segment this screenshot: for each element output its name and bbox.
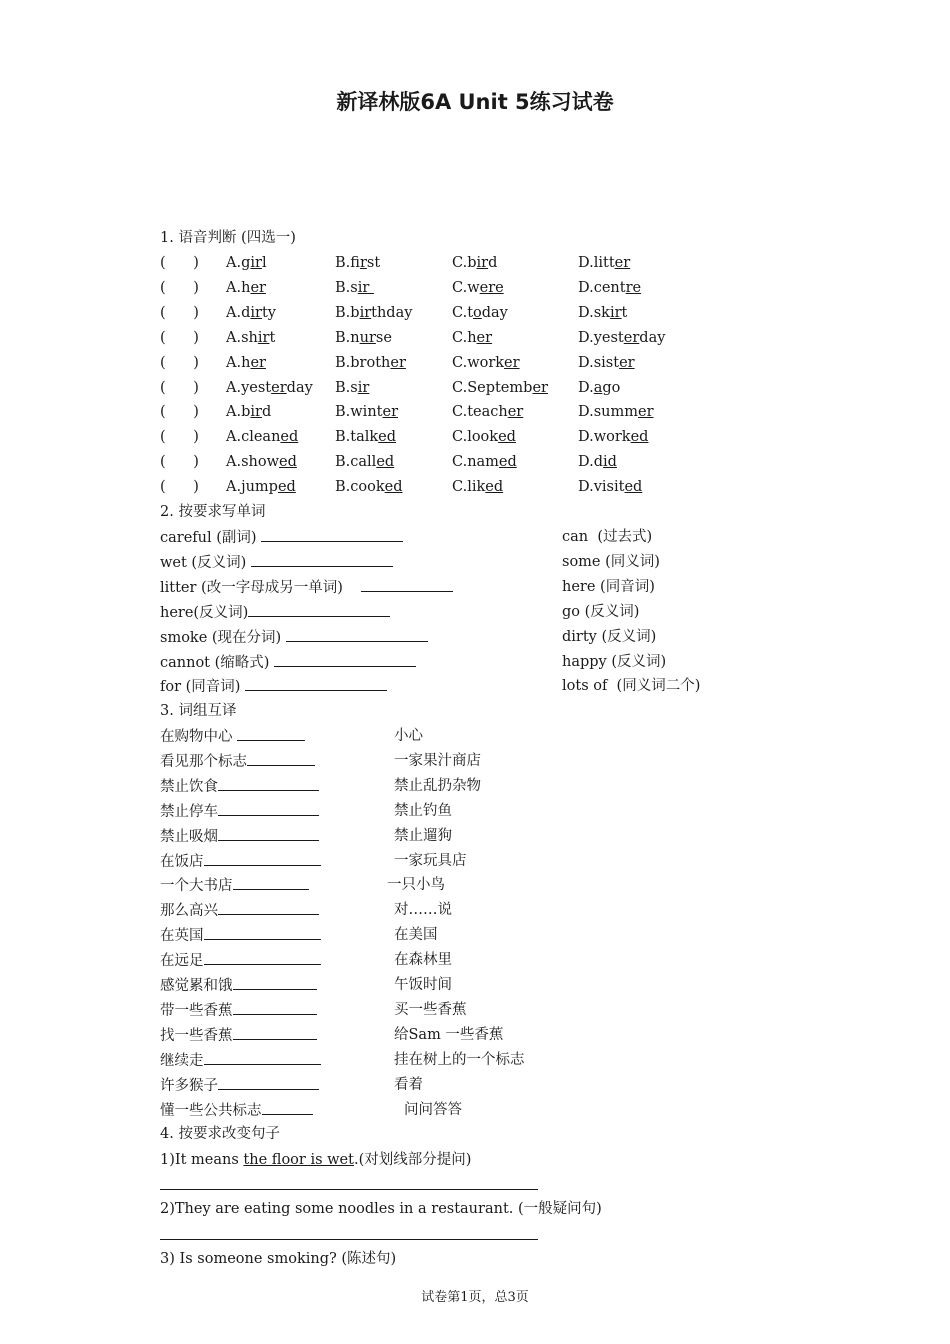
word-part: Septemb <box>467 379 533 396</box>
underlined-sound: ed <box>376 454 395 471</box>
option-letter: B. <box>335 255 351 271</box>
word-question: here (同音词) <box>562 578 655 595</box>
word-part: work <box>467 354 505 371</box>
option-c <box>452 427 516 447</box>
phrase-item: 禁止乱扔杂物 <box>394 777 481 794</box>
word-question: dirty (反义词) <box>562 628 657 645</box>
option-letter: B. <box>335 454 351 471</box>
question-text: cannot (缩略式) <box>160 654 275 671</box>
word-question <box>160 676 387 697</box>
option-letter: A. <box>226 279 242 296</box>
underlined-sound: er <box>623 329 640 346</box>
phrase-text: 禁止吸烟 <box>160 828 218 845</box>
word-part: b <box>241 404 251 421</box>
option-d <box>578 452 617 472</box>
option-a <box>226 328 275 348</box>
underlined-sound: er <box>532 379 548 396</box>
answer-blank[interactable] <box>274 652 416 667</box>
word-part: cook <box>350 479 385 496</box>
underlined-sound: er <box>390 354 406 371</box>
option-letter: D. <box>578 279 594 296</box>
phrase-item: 对……说 <box>394 902 452 919</box>
answer-paren[interactable]: ( ) <box>160 479 199 496</box>
word-part: talk <box>350 429 379 446</box>
answer-blank[interactable] <box>218 776 319 791</box>
phrase-item <box>160 801 319 822</box>
answer-paren[interactable]: ( ) <box>160 429 199 446</box>
phrase-item <box>160 925 321 946</box>
underlined-sound: er <box>250 279 266 296</box>
word-part: yest <box>593 329 624 346</box>
word-part: jump <box>241 479 278 496</box>
phrase-item <box>160 1100 313 1121</box>
option-letter: D. <box>578 479 594 496</box>
phrase-item: 一家果汁商店 <box>394 752 481 769</box>
underlined-sound: ir <box>250 304 262 321</box>
option-letter: C. <box>452 379 468 396</box>
option-c <box>452 353 520 373</box>
word-question <box>160 552 393 573</box>
underlined-sound: id <box>603 454 617 471</box>
answer-line[interactable] <box>160 1239 538 1240</box>
option-letter: B. <box>335 329 351 346</box>
question-text: careful (副词) <box>160 530 262 546</box>
answer-blank[interactable] <box>204 950 322 965</box>
answer-blank[interactable] <box>286 627 428 642</box>
underlined-sound: er <box>619 354 635 371</box>
option-letter: A. <box>226 255 242 271</box>
word-question <box>160 577 453 598</box>
answer-paren[interactable]: ( ) <box>160 454 199 471</box>
word-part: t <box>621 304 628 321</box>
question-text: here(反义词) <box>160 604 249 621</box>
word-part: h <box>241 279 251 296</box>
spacer <box>352 580 361 596</box>
option-c <box>452 253 497 273</box>
phrase-item: 挂在树上的一个标志 <box>394 1051 525 1068</box>
word-part: d <box>593 454 604 471</box>
option-a <box>226 402 271 422</box>
option-letter: C. <box>452 354 468 371</box>
word-question: lots of (同义词二个) <box>562 678 701 695</box>
underlined-sound: ere <box>479 279 504 296</box>
sentence-question: 2)They are eating some noodles in a restaurant. (一般疑问句) <box>160 1201 602 1217</box>
option-d <box>578 477 642 497</box>
answer-paren[interactable]: ( ) <box>160 329 199 346</box>
phrase-item: 一家玩具店 <box>394 852 467 869</box>
option-b <box>335 452 394 472</box>
option-a <box>226 378 313 398</box>
phrase-item <box>160 851 321 872</box>
phrase-text: 找一些香蕉 <box>160 1027 233 1044</box>
word-part: h <box>241 354 251 371</box>
underlined-sound: ir <box>250 255 262 271</box>
word-part: l <box>261 255 267 271</box>
word-question <box>160 652 416 673</box>
underlined-sound: ir <box>609 304 622 321</box>
phrase-text: 禁止停车 <box>160 803 218 820</box>
answer-blank[interactable] <box>204 851 322 866</box>
option-letter: C. <box>452 454 468 471</box>
word-part: d <box>241 304 251 321</box>
word-part: f <box>350 255 360 271</box>
answer-paren[interactable]: ( ) <box>160 354 199 371</box>
word-part: litt <box>593 255 615 271</box>
answer-blank[interactable] <box>233 875 310 890</box>
underlined-sound: ed <box>630 429 649 446</box>
underlined-sound: ed <box>485 479 504 496</box>
option-letter: D. <box>578 429 594 446</box>
answer-blank[interactable] <box>218 801 319 816</box>
option-letter: A. <box>226 454 242 471</box>
question-text: litter (改一字母成另一单词) <box>160 579 353 596</box>
underlined-sound: ir <box>257 329 270 346</box>
phrase-text: 带一些香蕉 <box>160 1002 233 1019</box>
phrase-text: 看见那个标志 <box>160 753 247 770</box>
sentence-text: 1)It means <box>160 1152 244 1168</box>
phrase-item <box>160 826 319 847</box>
phrase-item: 看着 <box>394 1076 423 1093</box>
answer-paren[interactable]: ( ) <box>160 404 199 421</box>
underlined-sound: ed <box>277 479 296 496</box>
option-d <box>578 402 654 422</box>
underlined-sound: ed <box>279 454 297 471</box>
phrase-text: 在英国 <box>160 928 204 945</box>
option-c <box>452 477 503 497</box>
answer-paren[interactable]: ( ) <box>160 379 199 396</box>
option-letter: C. <box>452 429 468 446</box>
section-heading: 2. 按要求写单词 <box>160 504 266 520</box>
underlined-sound: ed <box>498 454 517 471</box>
option-letter: A. <box>226 404 242 421</box>
option-a <box>226 353 266 373</box>
answer-blank[interactable] <box>218 900 319 915</box>
option-letter: C. <box>452 279 468 296</box>
option-letter: B. <box>335 379 351 396</box>
option-b <box>335 402 398 422</box>
phrase-text: 许多猴子 <box>160 1077 218 1094</box>
option-b <box>335 477 403 497</box>
answer-blank[interactable] <box>218 826 319 841</box>
answer-blank[interactable] <box>251 552 393 567</box>
option-letter: B. <box>335 279 351 296</box>
word-part: go <box>602 379 621 396</box>
option-letter: D. <box>578 329 594 346</box>
phrase-item <box>160 751 315 772</box>
sentence-text: .(对划线部分提问) <box>353 1152 472 1168</box>
option-letter: B. <box>335 479 351 496</box>
phrase-item: 问问答答 <box>404 1101 462 1118</box>
option-letter: C. <box>452 255 468 271</box>
word-part: sh <box>241 329 258 346</box>
word-part: st <box>366 255 381 271</box>
phrase-text: 一个大书店 <box>160 878 233 895</box>
answer-blank[interactable] <box>204 925 322 940</box>
phrase-item: 小心 <box>394 728 423 744</box>
option-b <box>335 303 412 323</box>
sentence-question <box>160 1150 471 1170</box>
word-part: thday <box>371 304 413 321</box>
answer-blank[interactable] <box>218 1075 319 1090</box>
underlined-sound: ir <box>359 255 367 271</box>
phrase-item: 给Sam 一些香蕉 <box>394 1026 504 1043</box>
word-question: some (同义词) <box>562 553 660 570</box>
option-letter: A. <box>226 479 242 496</box>
phrase-item <box>160 950 321 971</box>
underlined-sound: ed <box>384 479 403 496</box>
phrase-item: 禁止遛狗 <box>394 827 452 844</box>
word-part: show <box>241 454 280 471</box>
answer-paren[interactable]: ( ) <box>160 255 199 271</box>
option-b <box>335 278 374 298</box>
option-c <box>452 402 523 422</box>
question-text: smoke (现在分词) <box>160 629 286 646</box>
underlined-sound: er <box>382 404 398 421</box>
option-d <box>578 378 620 398</box>
option-c <box>452 452 517 472</box>
option-b <box>335 427 396 447</box>
answer-paren[interactable]: ( ) <box>160 304 199 321</box>
word-part: day <box>286 379 313 396</box>
word-question: can (过去式) <box>562 529 653 545</box>
option-letter: D. <box>578 454 594 471</box>
question-text: for (同音词) <box>160 679 246 696</box>
option-letter: C. <box>452 329 468 346</box>
option-b <box>335 328 392 348</box>
section-heading: 1. 语音判断 (四选一) <box>160 230 296 246</box>
option-letter: B. <box>335 429 351 446</box>
option-a <box>226 253 267 273</box>
underlined-sound: re <box>625 279 642 296</box>
phrase-item <box>160 875 309 896</box>
word-part: broth <box>350 354 391 371</box>
section-heading: 4. 按要求改变句子 <box>160 1126 280 1142</box>
answer-blank[interactable] <box>233 975 318 990</box>
phrase-item <box>160 1000 317 1021</box>
phrase-item <box>160 1075 319 1096</box>
option-c <box>452 328 492 348</box>
option-letter: A. <box>226 329 242 346</box>
word-part: b <box>467 255 477 271</box>
option-a <box>226 477 296 497</box>
underlined-sound: ed <box>280 429 299 446</box>
underlined-phrase: the floor is wet <box>243 1152 354 1168</box>
underlined-sound: er <box>250 354 266 371</box>
phrase-text: 那么高兴 <box>160 903 218 920</box>
option-b <box>335 253 380 273</box>
underlined-sound: ir <box>359 304 372 321</box>
option-letter: C. <box>452 479 468 496</box>
word-part: nam <box>467 454 499 471</box>
word-part: lik <box>467 479 486 496</box>
word-part: w <box>467 279 480 296</box>
option-letter: A. <box>226 379 242 396</box>
underlined-sound: ed <box>624 479 643 496</box>
underlined-sound: ir <box>476 255 489 271</box>
phrase-item <box>160 975 317 996</box>
question-text: wet (反义词) <box>160 554 251 571</box>
option-letter: A. <box>226 354 242 371</box>
phrase-text: 在购物中心 <box>160 729 238 745</box>
phrase-text: 懂一些公共标志 <box>160 1102 262 1119</box>
word-part: wint <box>350 404 383 421</box>
page-footer: 试卷第1页，总3页 <box>421 1290 529 1305</box>
option-c <box>452 378 548 398</box>
word-part: n <box>350 329 360 346</box>
word-question <box>160 627 428 648</box>
option-b <box>335 353 406 373</box>
underlined-sound: ir <box>357 279 374 296</box>
option-d <box>578 253 630 273</box>
phrase-item <box>160 1025 317 1046</box>
answer-blank[interactable] <box>248 602 390 617</box>
word-part: yest <box>241 379 272 396</box>
underlined-sound: ed <box>498 429 516 446</box>
underlined-sound: er <box>271 379 287 396</box>
option-letter: D. <box>578 255 594 271</box>
answer-blank[interactable] <box>245 676 387 691</box>
word-question: happy (反义词) <box>562 653 667 670</box>
word-part: day <box>639 329 666 346</box>
option-d <box>578 427 648 447</box>
word-question <box>160 602 390 623</box>
phrase-item: 禁止钓鱼 <box>394 802 452 819</box>
option-letter: D. <box>578 304 594 321</box>
option-a <box>226 427 298 447</box>
phrase-item: 在森林里 <box>394 952 452 969</box>
option-letter: A. <box>226 429 242 446</box>
answer-paren[interactable]: ( ) <box>160 279 199 296</box>
underlined-sound: ed <box>378 429 397 446</box>
answer-blank[interactable] <box>361 577 453 592</box>
word-part: sk <box>593 304 610 321</box>
phrase-text: 禁止饮食 <box>160 778 218 795</box>
word-question: go (反义词) <box>562 603 640 620</box>
option-d <box>578 328 665 348</box>
phrase-item: 一只小鸟 <box>387 877 445 894</box>
underlined-sound: a <box>593 379 603 396</box>
option-letter: D. <box>578 354 594 371</box>
word-part: clean <box>241 429 281 446</box>
underlined-sound: ur <box>359 329 376 346</box>
phrase-text: 在饭店 <box>160 853 204 870</box>
option-d <box>578 303 627 323</box>
option-letter: B. <box>335 354 351 371</box>
phrase-text: 感觉累和饿 <box>160 978 233 994</box>
answer-blank[interactable] <box>262 1100 314 1115</box>
word-part: t <box>269 329 276 346</box>
option-c <box>452 303 508 323</box>
underlined-sound: er <box>476 329 493 346</box>
option-a <box>226 452 297 472</box>
option-a <box>226 278 266 298</box>
word-part: s <box>350 379 358 396</box>
option-letter: C. <box>452 304 468 321</box>
phrase-item <box>160 1050 321 1071</box>
phrase-text: 继续走 <box>160 1052 204 1069</box>
word-part: se <box>375 329 392 346</box>
word-part: cent <box>593 279 626 296</box>
word-part: t <box>467 304 474 321</box>
word-part: g <box>241 255 251 271</box>
answer-blank[interactable] <box>233 1000 318 1015</box>
underlined-sound: er <box>504 354 520 371</box>
option-letter: B. <box>335 404 351 421</box>
word-part: d <box>488 255 498 271</box>
word-part: day <box>481 304 508 321</box>
option-d <box>578 278 641 298</box>
option-letter: C. <box>452 404 468 421</box>
phrase-text: 在远足 <box>160 953 204 970</box>
answer-blank[interactable] <box>204 1050 322 1065</box>
phrase-item: 在美国 <box>394 927 438 944</box>
underlined-sound: er <box>507 404 524 421</box>
word-part: summ <box>593 404 638 421</box>
option-letter: D. <box>578 404 594 421</box>
phrase-item <box>160 726 305 747</box>
word-part: d <box>261 404 272 421</box>
word-part: sist <box>593 354 620 371</box>
underlined-sound: ir <box>250 404 262 421</box>
underlined-sound: er <box>614 255 631 271</box>
option-b <box>335 378 369 398</box>
word-part: ty <box>261 304 276 321</box>
option-d <box>578 353 635 373</box>
phrase-item <box>160 900 319 921</box>
section-heading: 3. 词组互译 <box>160 703 237 719</box>
word-part: b <box>350 304 360 321</box>
word-part: teach <box>467 404 508 421</box>
answer-blank[interactable] <box>233 1025 318 1040</box>
option-c <box>452 278 504 298</box>
word-part: h <box>467 329 477 346</box>
word-part: call <box>350 454 377 471</box>
option-a <box>226 303 276 323</box>
phrase-item <box>160 776 319 797</box>
phrase-item: 午饭时间 <box>394 977 452 993</box>
word-part: visit <box>593 479 625 496</box>
answer-line[interactable] <box>160 1189 538 1190</box>
answer-blank[interactable] <box>261 527 403 542</box>
page-title: 新译林版6A Unit 5练习试卷 <box>336 90 614 114</box>
answer-blank[interactable] <box>247 751 315 766</box>
underlined-sound: er <box>638 404 654 421</box>
word-part: look <box>467 429 499 446</box>
option-letter: A. <box>226 304 242 321</box>
underlined-sound: o <box>473 304 482 321</box>
answer-blank[interactable] <box>237 726 305 741</box>
word-question <box>160 527 403 548</box>
option-letter: D. <box>578 379 594 396</box>
sentence-question: 3) Is someone smoking? (陈述句) <box>160 1251 397 1267</box>
option-letter: B. <box>335 304 351 321</box>
phrase-item: 买一些香蕉 <box>394 1001 467 1018</box>
underlined-sound: ir <box>357 379 370 396</box>
word-part: s <box>350 279 358 296</box>
word-part: work <box>593 429 631 446</box>
